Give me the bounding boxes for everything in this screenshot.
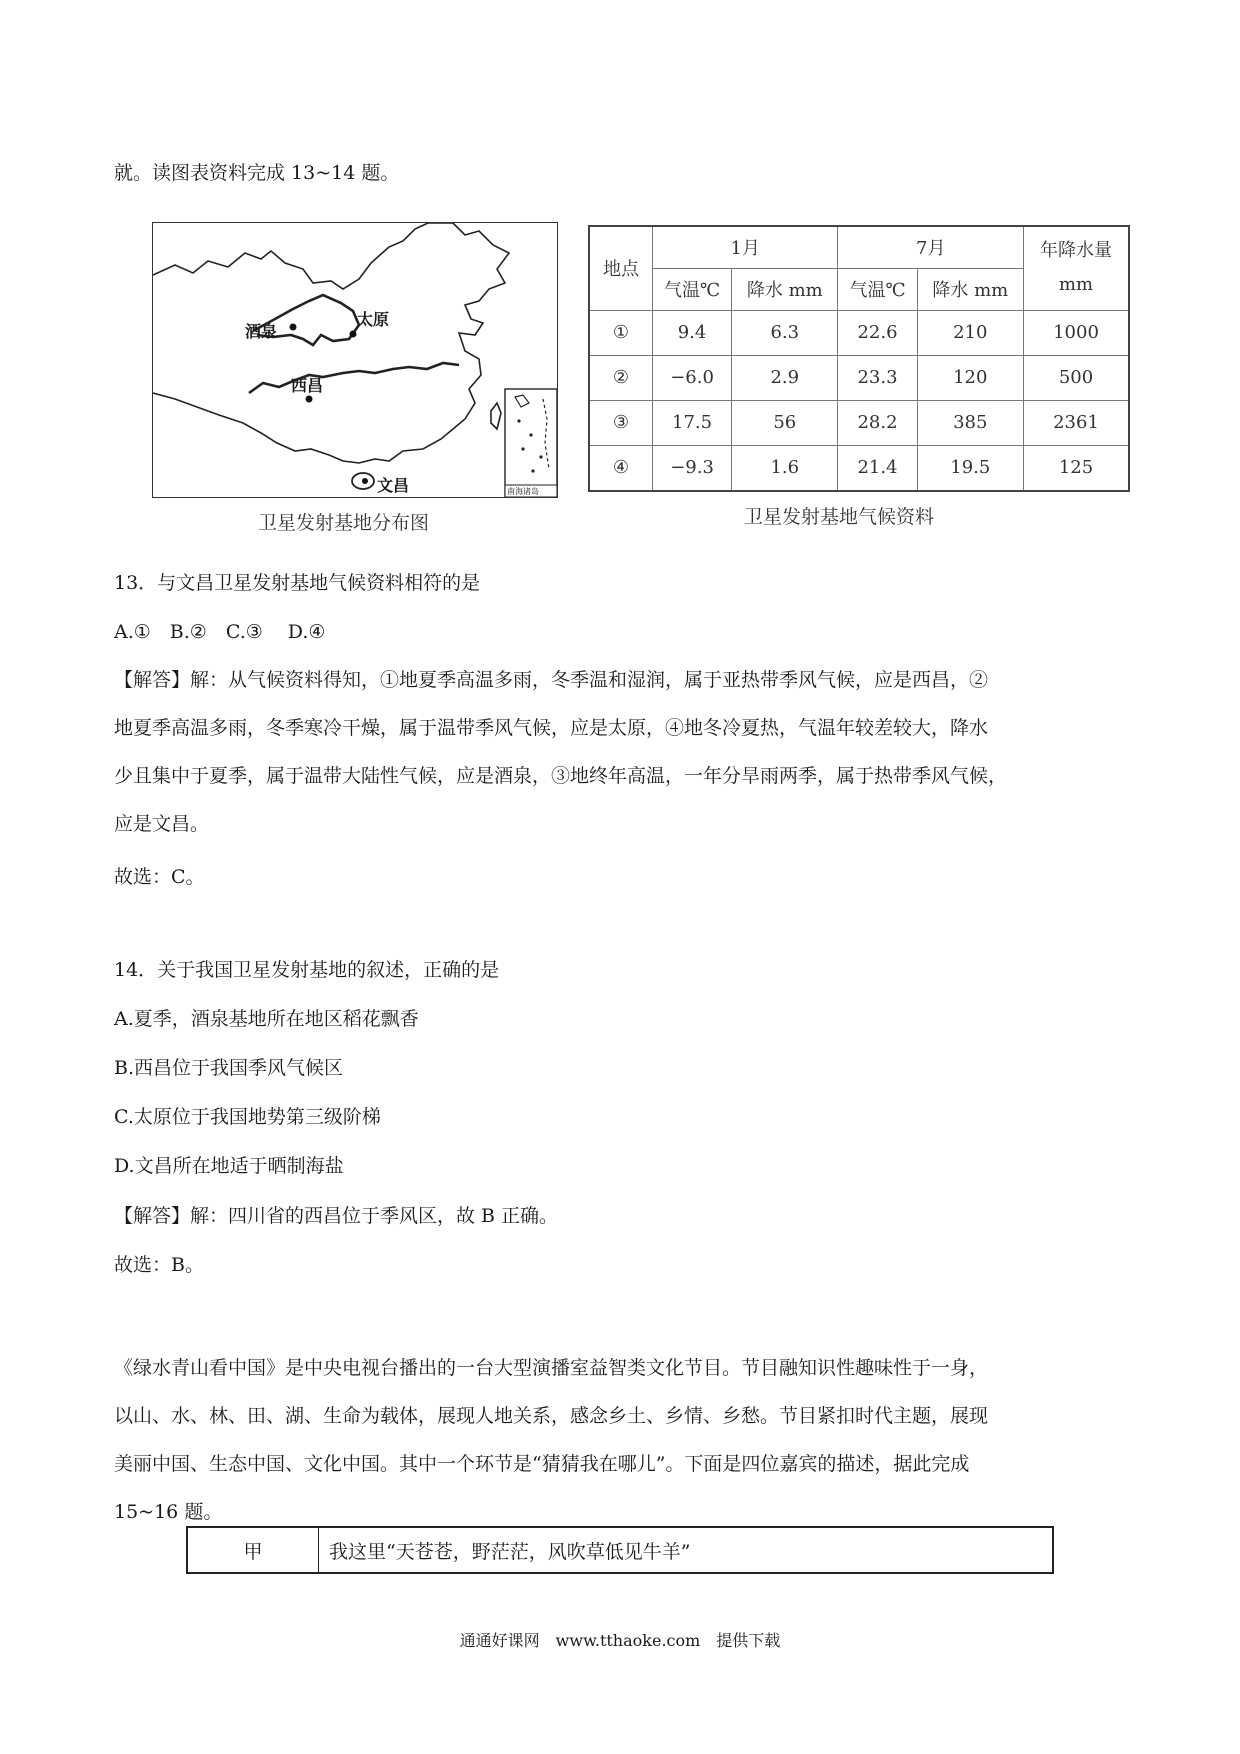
- china-map-outline: [153, 223, 557, 497]
- header-location: 地点: [589, 226, 653, 310]
- passage: 《绿水青山看中国》是中央电视台播出的一台大型演播室益智类文化节目。节目融知识性趣味性于一身， 以山、水、林、田、湖、生命为载体，展现人地关系，感念乡土、乡情、乡愁。节目紧扣时代主题，展现 美丽中国、生态中国、文化中国。其中一个环节是“猜猜我在哪儿”。下面是四位嘉宾的描述，据此完成 15~16 题。: [114, 1357, 989, 1523]
- q14-option-a: A.夏季，酒泉基地所在地区稻花飘香: [114, 1008, 419, 1030]
- q13-answer: 【解答】解：从气候资料得知，①地夏季高温多雨，冬季温和湿润，属于亚热带季风气候，应是西昌，② 地夏季高温多雨，冬季寒冷干燥，属于温带季风气候，应是太原，④地冬冷夏热，气温年较差较大，降水 少且集中于夏季，属于温带大陆性气候，应是酒泉，③地终年高温，一年分旱雨两季，属于热带季风气候， 应是文昌。: [114, 669, 1008, 835]
- q14-option-b: B.西昌位于我国季风气候区: [114, 1057, 344, 1079]
- header-jul-precip: 降水 mm: [917, 268, 1023, 310]
- q14-option-d: D.文昌所在地适于晒制海盐: [114, 1155, 344, 1177]
- header-jul: 7月: [838, 226, 1024, 268]
- label-jiuquan: 酒泉: [245, 322, 278, 341]
- climate-table: [588, 225, 1130, 492]
- satellite-base-map: [152, 222, 558, 498]
- guest-label: 甲: [187, 1527, 319, 1573]
- q13-choice: 故选：C。: [114, 866, 205, 888]
- table-row: ④ −9.3 1.6 21.4 19.5 125: [589, 445, 1129, 491]
- header-annual: 年降水量 mm: [1024, 226, 1130, 310]
- table-row: ③ 17.5 56 28.2 385 2361: [589, 400, 1129, 445]
- label-inset: 南海诸岛: [507, 487, 539, 496]
- header-jul-temp: 气温℃: [838, 268, 917, 310]
- guest-table: [186, 1526, 1054, 1574]
- table-caption: 卫星发射基地气候资料: [744, 506, 935, 528]
- q14-option-c: C.太原位于我国地势第三级阶梯: [114, 1106, 381, 1128]
- table-row: ② −6.0 2.9 23.3 120 500: [589, 355, 1129, 400]
- label-xichang: 西昌: [291, 376, 324, 395]
- label-wenchang: 文昌: [377, 476, 410, 495]
- guest-description: 我这里“天苍苍，野茫茫，风吹草低见牛羊”: [319, 1527, 1054, 1573]
- header-jan: 1月: [653, 226, 838, 268]
- q14-stem: 14．关于我国卫星发射基地的叙述，正确的是: [114, 959, 500, 981]
- table-row: [187, 1527, 1053, 1573]
- header-jan-temp: 气温℃: [653, 268, 732, 310]
- header-jan-precip: 降水 mm: [732, 268, 838, 310]
- page-footer: 通通好课网 www.tthaoke.com 提供下载: [459, 1631, 781, 1650]
- q13-options: A.① B.② C.③ D.④: [114, 621, 326, 643]
- intro-text: 就。读图表资料完成 13~14 题。: [114, 162, 400, 184]
- q14-answer: 【解答】解：四川省的西昌位于季风区，故 B 正确。: [114, 1205, 559, 1227]
- map-caption: 卫星发射基地分布图: [258, 512, 430, 534]
- table-row: ① 9.4 6.3 22.6 210 1000: [589, 310, 1129, 355]
- label-taiyuan: 太原: [357, 310, 390, 329]
- q14-choice: 故选：B。: [114, 1254, 204, 1276]
- q13-stem: 13．与文昌卫星发射基地气候资料相符的是: [114, 572, 481, 594]
